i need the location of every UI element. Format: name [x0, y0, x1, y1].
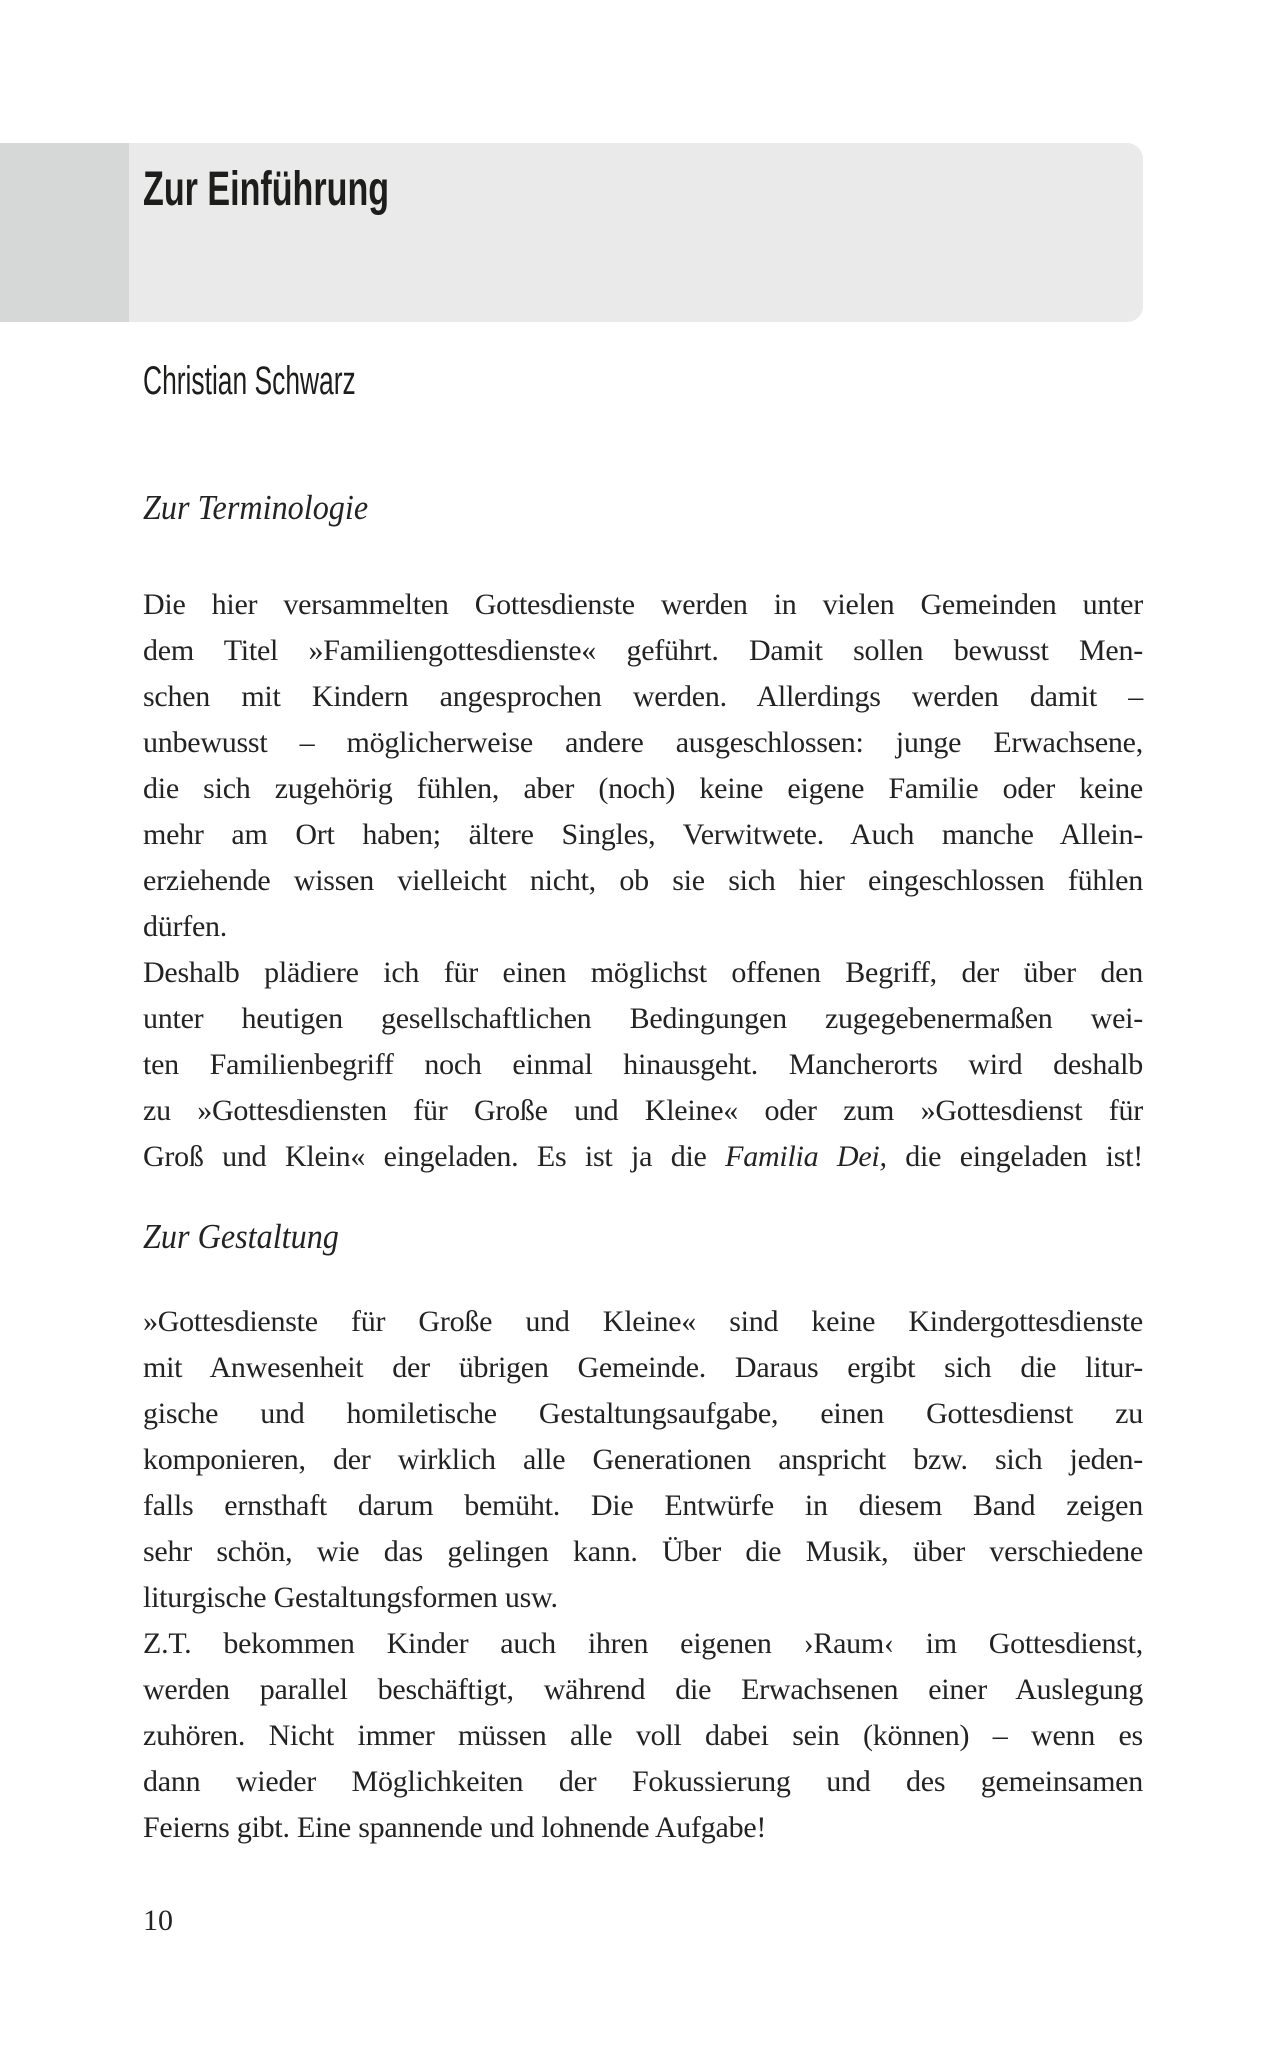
- text-line: erziehende wissen vielleicht nicht, ob sie sich hier eingeschlossen fühlen: [143, 864, 1143, 897]
- text-line: schen mit Kindern angesprochen werden. Allerdings werden damit –: [143, 680, 1143, 713]
- section-body-gestaltung: [143, 1299, 1143, 1851]
- text-line: dem Titel »Familiengottesdienste« geführt. Damit sollen bewusst Men-: [143, 634, 1143, 667]
- section-body-terminologie: [143, 582, 1143, 1180]
- text-line: falls ernsthaft darum bemüht. Die Entwürfe in diesem Band zeigen: [143, 1489, 1143, 1522]
- text-line: unbewusst – möglicherweise andere ausgeschlossen: junge Erwachsene,: [143, 726, 1143, 759]
- text-line: zuhören. Nicht immer müssen alle voll dabei sein (können) – wenn es: [143, 1719, 1143, 1752]
- text-line: ten Familienbegriff noch einmal hinausgeht. Mancherorts wird deshalb: [143, 1048, 1143, 1081]
- text-line: Feierns gibt. Eine spannende und lohnende Aufgabe!: [143, 1811, 767, 1844]
- text-line: komponieren, der wirklich alle Generationen anspricht bzw. sich jeden-: [143, 1443, 1143, 1476]
- text-line: Die hier versammelten Gottesdienste werden in vielen Gemeinden unter: [143, 588, 1143, 621]
- text-line: werden parallel beschäftigt, während die Erwachsenen einer Auslegung: [143, 1673, 1143, 1706]
- header-accent-column: [0, 143, 129, 322]
- section-heading-gestaltung: Zur Gestaltung: [143, 1217, 339, 1256]
- chapter-title: Zur Einführung: [143, 163, 390, 216]
- text-line: zu »Gottesdiensten für Große und Kleine« oder zum »Gottesdienst für: [143, 1094, 1143, 1127]
- text-line: »Gottesdienste für Große und Kleine« sind keine Kindergottesdienste: [143, 1305, 1143, 1338]
- text-line: Deshalb plädiere ich für einen möglichst offenen Begriff, der über den: [143, 956, 1143, 989]
- text-line: sehr schön, wie das gelingen kann. Über die Musik, über verschiedene: [143, 1535, 1143, 1568]
- text-line: Z.T. bekommen Kinder auch ihren eigenen ›Raum‹ im Gottesdienst,: [143, 1627, 1143, 1660]
- text-line: liturgische Gestaltungsformen usw.: [143, 1581, 558, 1614]
- text-line: unter heutigen gesellschaftlichen Bedingungen zugegebenermaßen wei-: [143, 1002, 1143, 1035]
- text-line: Groß und Klein« eingeladen. Es ist ja die Familia Dei, die eingeladen ist!: [143, 1140, 1143, 1173]
- text-line: gische und homiletische Gestaltungsaufgabe, einen Gottesdienst zu: [143, 1397, 1143, 1430]
- page-number: 10: [143, 1904, 173, 1937]
- text-line: mehr am Ort haben; ältere Singles, Verwitwete. Auch manche Allein-: [143, 818, 1143, 851]
- text-line: dann wieder Möglichkeiten der Fokussierung und des gemeinsamen: [143, 1765, 1143, 1798]
- author-name: Christian Schwarz: [143, 359, 356, 403]
- text-line: dürfen.: [143, 910, 228, 943]
- section-heading-terminologie: Zur Terminologie: [143, 488, 369, 527]
- text-line: die sich zugehörig fühlen, aber (noch) keine eigene Familie oder keine: [143, 772, 1143, 805]
- text-line: mit Anwesenheit der übrigen Gemeinde. Daraus ergibt sich die litur-: [143, 1351, 1143, 1384]
